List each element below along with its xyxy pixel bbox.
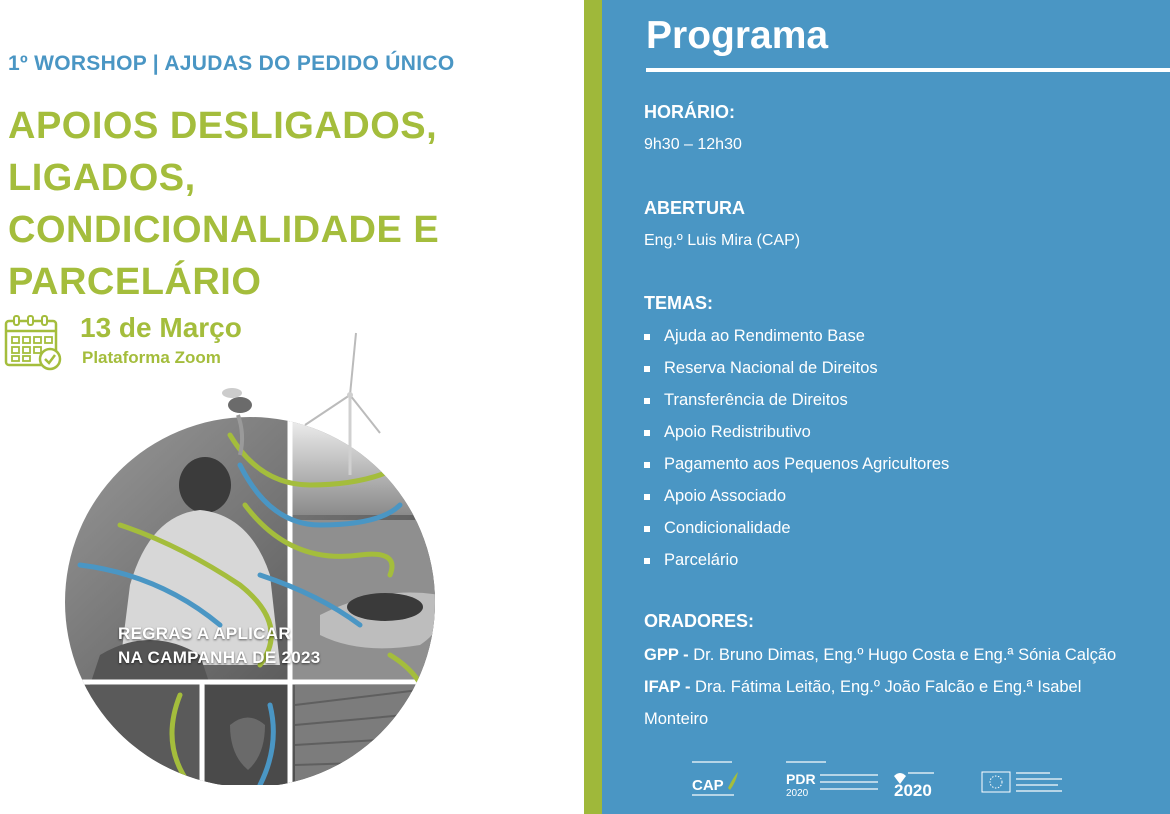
topic-item xyxy=(644,482,949,514)
schedule-heading: HORÁRIO: xyxy=(644,102,735,122)
topic-item xyxy=(644,354,949,386)
speaker-org: GPP - xyxy=(644,646,689,664)
event-platform: Plataforma Zoom xyxy=(82,348,221,367)
event-date: 13 de Março xyxy=(80,312,242,343)
speaker-org: IFAP - xyxy=(644,678,691,696)
speakers-heading: ORADORES: xyxy=(644,611,755,631)
cap-logo-text: CAP xyxy=(692,777,724,794)
topic-label: Apoio Associado xyxy=(664,487,787,505)
pdr2020-logo xyxy=(786,761,878,799)
program-panel xyxy=(602,0,1170,814)
workshop-number: 1º WORSHOP xyxy=(8,52,147,75)
agriculture-collage-image xyxy=(60,325,460,785)
bullet-icon xyxy=(644,366,650,372)
topic-item xyxy=(644,386,949,418)
topic-label: Condicionalidade xyxy=(664,519,791,537)
pdr-year-text: 2020 xyxy=(786,788,809,799)
title-line: APOIOS DESLIGADOS, xyxy=(8,105,438,147)
opening-heading: ABERTURA xyxy=(644,198,745,218)
topic-label: Parcelário xyxy=(664,551,739,569)
bullet-icon xyxy=(644,398,650,404)
speaker-names: Dr. Bruno Dimas, Eng.º Hugo Costa e Eng.ª Sónia Calção xyxy=(688,646,1117,664)
bullet-icon xyxy=(644,334,650,340)
topic-label: Ajuda ao Rendimento Base xyxy=(664,327,865,345)
topic-item xyxy=(644,322,949,354)
calendar-check-icon xyxy=(4,313,62,371)
opening-value: Eng.º Luis Mira (CAP) xyxy=(644,232,801,249)
speakers-block xyxy=(644,639,1116,735)
topic-label: Apoio Redistributivo xyxy=(664,423,811,441)
pdr-logo-text: PDR xyxy=(786,771,816,787)
speaker-line xyxy=(644,671,1116,703)
bullet-icon xyxy=(644,494,650,500)
topic-label: Reserva Nacional de Direitos xyxy=(664,359,878,377)
portugal2020-logo xyxy=(894,772,934,800)
program-title: Programa xyxy=(646,14,829,57)
topic-item xyxy=(644,546,949,578)
bullet-icon xyxy=(644,558,650,564)
bullet-icon xyxy=(644,430,650,436)
speaker-names: Dra. Fátima Leitão, Eng.º João Falcão e Eng.ª Isabel xyxy=(690,678,1082,696)
title-line: CONDICIONALIDADE E xyxy=(8,209,440,251)
bullet-icon xyxy=(644,526,650,532)
overlay-line: NA CAMPANHA DE 2023 xyxy=(118,648,321,667)
topic-item xyxy=(644,418,949,450)
left-panel xyxy=(0,0,584,814)
workshop-subtitle xyxy=(8,52,454,76)
main-title xyxy=(8,100,439,308)
campaign-overlay-text xyxy=(118,622,321,670)
topic-item xyxy=(644,450,949,482)
topic-item xyxy=(644,514,949,546)
bullet-icon xyxy=(644,462,650,468)
topic-label: Pagamento aos Pequenos Agricultores xyxy=(664,455,950,473)
speaker-continuation: Monteiro xyxy=(644,710,709,728)
portugal2020-logo-text: 2020 xyxy=(894,781,932,800)
schedule-value: 9h30 – 12h30 xyxy=(644,136,742,153)
topics-heading: TEMAS: xyxy=(644,293,713,313)
subtitle-separator: | xyxy=(152,52,159,75)
title-line: LIGADOS, xyxy=(8,157,196,199)
topics-list xyxy=(644,322,949,578)
green-divider-stripe xyxy=(584,0,602,814)
topic-label: Transferência de Direitos xyxy=(664,391,848,409)
overlay-line: REGRAS A APLICAR xyxy=(118,624,291,643)
program-title-underline xyxy=(646,68,1170,72)
title-line: PARCELÁRIO xyxy=(8,261,262,303)
eu-flag-logo xyxy=(982,772,1062,792)
workshop-topic: AJUDAS DO PEDIDO ÚNICO xyxy=(164,52,455,75)
cap-logo xyxy=(692,761,738,796)
speaker-line xyxy=(644,639,1116,671)
sponsor-logos xyxy=(690,758,1070,802)
